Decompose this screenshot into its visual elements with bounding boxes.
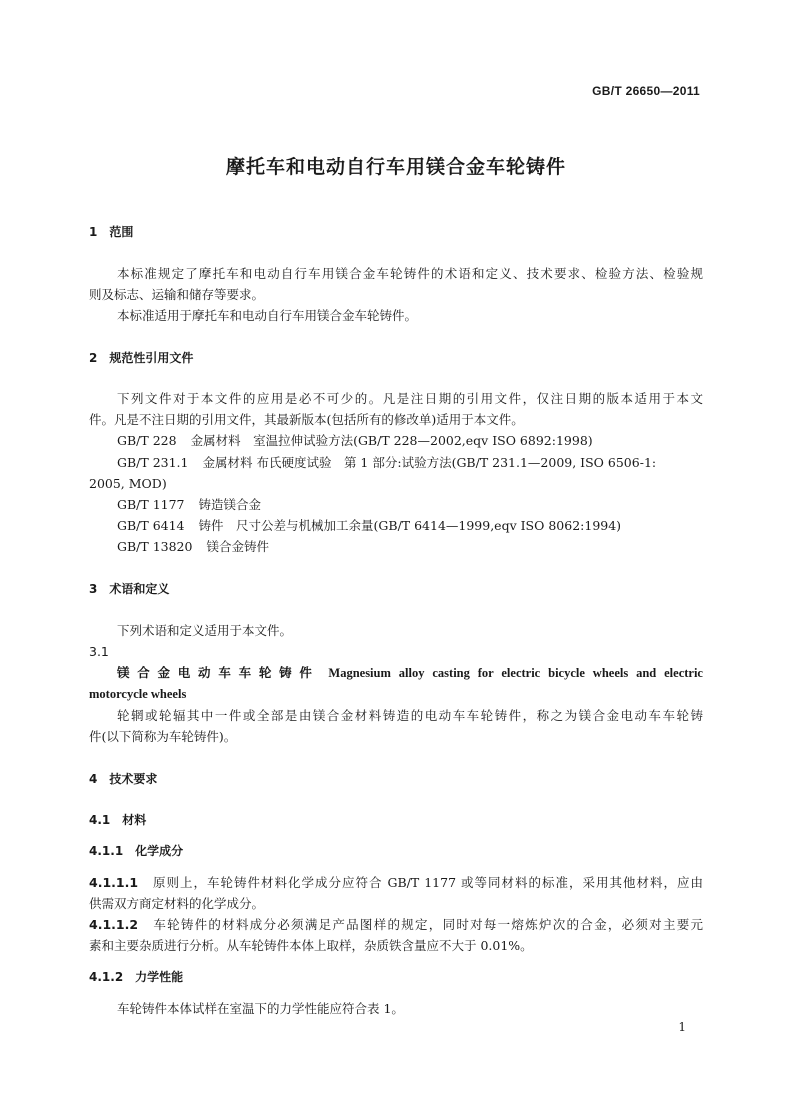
paragraph-line: 本标准规定了摩托车和电动自行车用镁合金车轮铸件的术语和定义、技术要求、检验方法、检验规 — [117, 266, 703, 281]
section-1-heading — [89, 224, 133, 240]
section-title: 规范性引用文件 — [109, 351, 194, 365]
definition-line: 轮辋或轮辐其中一件或全部是由镁合金材料铸造的电动车车轮铸件，称之为镁合金电动车车轮铸 — [117, 708, 703, 723]
term-entry — [117, 665, 703, 681]
subsection-4-1-1-heading — [89, 843, 183, 859]
section-title: 材料 — [122, 813, 147, 827]
clause-line — [89, 875, 703, 891]
term-english: Magnesium alloy casting for electric bicycle wheels and electric — [328, 666, 703, 680]
reference-item — [117, 497, 261, 513]
section-title: 技术要求 — [109, 772, 158, 786]
section-2-heading — [89, 350, 193, 366]
section-number: 3 — [89, 582, 98, 596]
clause-line — [89, 917, 703, 933]
section-title: 力学性能 — [135, 970, 184, 984]
section-number: 2 — [89, 351, 98, 365]
subsection-4-1-heading — [89, 812, 146, 828]
reference-code: GB/T 1177 — [117, 497, 185, 512]
section-number: 1 — [89, 225, 98, 239]
reference-item — [117, 539, 269, 555]
reference-code: GB/T 231.1 — [117, 455, 189, 470]
reference-code: GB/T 6414 — [117, 518, 185, 533]
clause-line: 供需双方商定材料的化学成分。 — [89, 896, 265, 911]
paragraph-line: 件。凡是不注日期的引用文件，其最新版本(包括所有的修改单)适用于本文件。 — [89, 412, 524, 427]
term-number: 3.1 — [89, 644, 109, 659]
term-english-continuation: motorcycle wheels — [89, 687, 187, 701]
page-number: 1 — [678, 1020, 686, 1034]
reference-text: 金属材料 室温拉伸试验方法(GB/T 228—2002,eqv ISO 6892:1998) — [190, 433, 593, 448]
reference-text: 铸造镁合金 — [198, 497, 262, 512]
section-title: 范围 — [109, 225, 134, 239]
section-3-heading — [89, 581, 169, 597]
paragraph-line: 本标准适用于摩托车和电动自行车用镁合金车轮铸件。 — [117, 308, 418, 323]
reference-item — [117, 433, 593, 449]
section-number: 4.1.1 — [89, 844, 124, 858]
paragraph-line: 则及标志、运输和储存等要求。 — [89, 287, 265, 302]
reference-text: 金属材料 布氏硬度试验 第 1 部分:试验方法(GB/T 231.1—2009, ISO 6506-1: — [202, 455, 657, 470]
paragraph-line: 下列术语和定义适用于本文件。 — [117, 623, 293, 638]
paragraph-line: 下列文件对于本文件的应用是必不可少的。凡是注日期的引用文件，仅注日期的版本适用于本文 — [117, 391, 703, 406]
section-title: 术语和定义 — [109, 582, 170, 596]
clause-text: 车轮铸件的材料成分必须满足产品图样的规定，同时对每一熔炼炉次的合金，必须对主要元 — [152, 917, 703, 932]
reference-item — [117, 518, 621, 534]
reference-text: 铸件 尺寸公差与机械加工余量(GB/T 6414—1999,eqv ISO 8062:1994) — [198, 518, 622, 533]
definition-line: 件(以下简称为车轮铸件)。 — [89, 729, 237, 744]
reference-code: GB/T 13820 — [117, 539, 193, 554]
clause-number: 4.1.1.2 — [89, 917, 139, 932]
term-chinese: 镁合金电动车车轮铸件 — [117, 665, 320, 680]
clause-line: 素和主要杂质进行分析。从车轮铸件本体上取样，杂质铁含量应不大于 0.01%。 — [89, 938, 533, 953]
standard-code: GB/T 26650—2011 — [592, 84, 700, 98]
reference-text: 镁合金铸件 — [206, 539, 269, 554]
clause-text: 原则上，车轮铸件材料化学成分应符合 GB/T 1177 或等同材料的标准，采用其他材料，应由 — [152, 875, 703, 890]
section-number: 4 — [89, 772, 98, 786]
section-4-heading — [89, 771, 157, 787]
document-title: 摩托车和电动自行车用镁合金车轮铸件 — [225, 156, 566, 178]
reference-continuation: 2005, MOD) — [89, 476, 167, 491]
reference-item — [117, 455, 656, 471]
clause-number: 4.1.1.1 — [89, 875, 139, 890]
section-number: 4.1.2 — [89, 970, 124, 984]
section-number: 4.1 — [89, 813, 111, 827]
paragraph-line: 车轮铸件本体试样在室温下的力学性能应符合表 1。 — [117, 1001, 404, 1016]
section-title: 化学成分 — [135, 844, 184, 858]
reference-code: GB/T 228 — [117, 433, 177, 448]
subsection-4-1-2-heading — [89, 969, 183, 985]
